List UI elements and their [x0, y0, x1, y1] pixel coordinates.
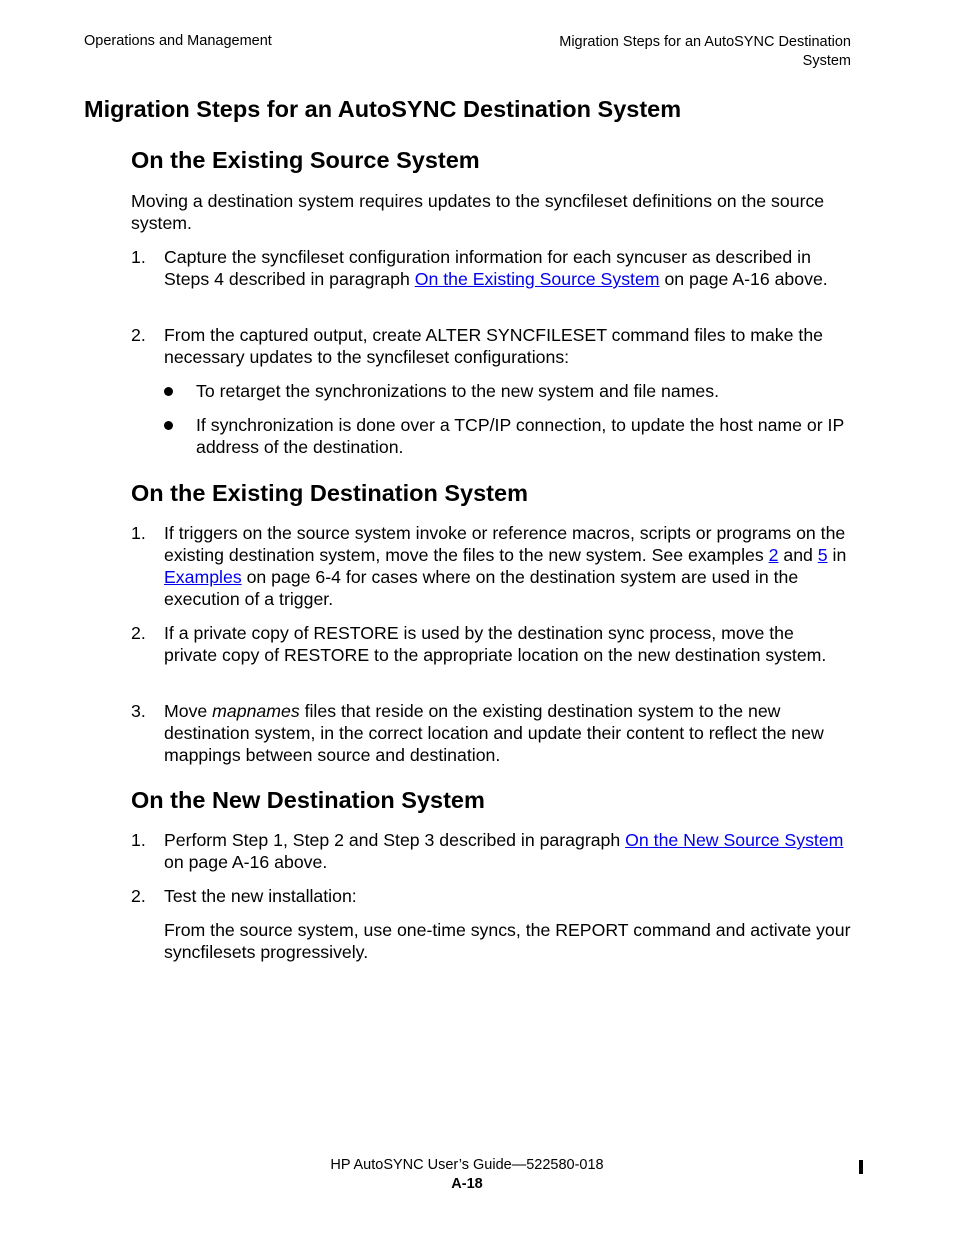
link-new-source-system[interactable]: On the New Source System: [625, 830, 844, 850]
bullet-item: [164, 414, 854, 458]
step-text: Capture the syncfileset configuration information for each syncuser as described in Steps 4 described in paragraph On the Existing Source System on page A-16 above.: [164, 247, 828, 289]
list-item: [131, 700, 851, 766]
step-text: Move mapnames files that reside on the existing destination system to the new destination system, in the correct location and update their content to reflect the new mappings between source and destination.: [164, 701, 824, 765]
list-item: [131, 829, 851, 873]
footer-guide-title: HP AutoSYNC User’s Guide—522580-018: [330, 1157, 604, 1173]
step-number: 2.: [131, 623, 146, 643]
bullet-item: [164, 380, 854, 402]
page-footer: [0, 1156, 934, 1194]
step-number: 2.: [131, 886, 146, 906]
footer-page-number: A-18: [451, 1176, 483, 1192]
step-text: From the captured output, create ALTER SYNCFILESET command files to make the necessary updates to the syncfileset configurations:: [164, 325, 823, 367]
step-number: 3.: [131, 701, 146, 721]
change-bar: [859, 1160, 863, 1174]
running-header-right: [559, 33, 851, 71]
link-example-2[interactable]: 2: [768, 545, 779, 565]
list-item: [131, 622, 851, 666]
step-text: If a private copy of RESTORE is used by the destination sync process, move the private copy of RESTORE to the appropriate location on the new destination system.: [164, 623, 827, 665]
running-header-left: Operations and Management: [84, 33, 272, 49]
heading-new-destination: On the New Destination System: [131, 787, 485, 813]
heading-existing-destination: On the Existing Destination System: [131, 480, 528, 506]
step-number: 1.: [131, 830, 146, 850]
running-header-right-line2: System: [802, 53, 851, 69]
list-item: [131, 246, 851, 290]
list-item: [131, 885, 851, 907]
step-number: 1.: [131, 247, 146, 267]
step-number: 1.: [131, 523, 146, 543]
link-examples[interactable]: Examples: [164, 567, 242, 587]
step-text: Test the new installation:: [164, 886, 357, 906]
step-number: 2.: [131, 325, 146, 345]
test-note-paragraph: From the source system, use one-time syncs, the REPORT command and activate your syncfilesets progressively.: [164, 920, 851, 962]
step-text: Perform Step 1, Step 2 and Step 3 described in paragraph On the New Source System on page A-16 above.: [164, 830, 844, 872]
running-header-right-line1: Migration Steps for an AutoSYNC Destination: [559, 34, 851, 50]
step-text: If triggers on the source system invoke or reference macros, scripts or programs on the existing destination system, move the files to the new system. See examples 2 and 5 in Examples on page 6-4 for cases where on the destination system are used in the execution of a trigger.: [164, 523, 847, 609]
list-item: [131, 522, 851, 610]
mapnames-term: mapnames: [212, 701, 300, 721]
link-example-5[interactable]: 5: [817, 545, 828, 565]
list-item: [131, 324, 851, 368]
bullet-text: To retarget the synchronizations to the new system and file names.: [196, 381, 720, 401]
bullet-text: If synchronization is done over a TCP/IP connection, to update the host name or IP address of the destination.: [196, 415, 844, 457]
bullet-dot: [164, 387, 173, 396]
bullet-dot: [164, 421, 173, 430]
link-existing-source-system[interactable]: On the Existing Source System: [414, 269, 660, 289]
heading-existing-source: On the Existing Source System: [131, 147, 480, 173]
page-title: Migration Steps for an AutoSYNC Destination System: [84, 96, 682, 122]
intro-paragraph: Moving a destination system requires updates to the syncfileset definitions on the source system.: [131, 191, 825, 233]
